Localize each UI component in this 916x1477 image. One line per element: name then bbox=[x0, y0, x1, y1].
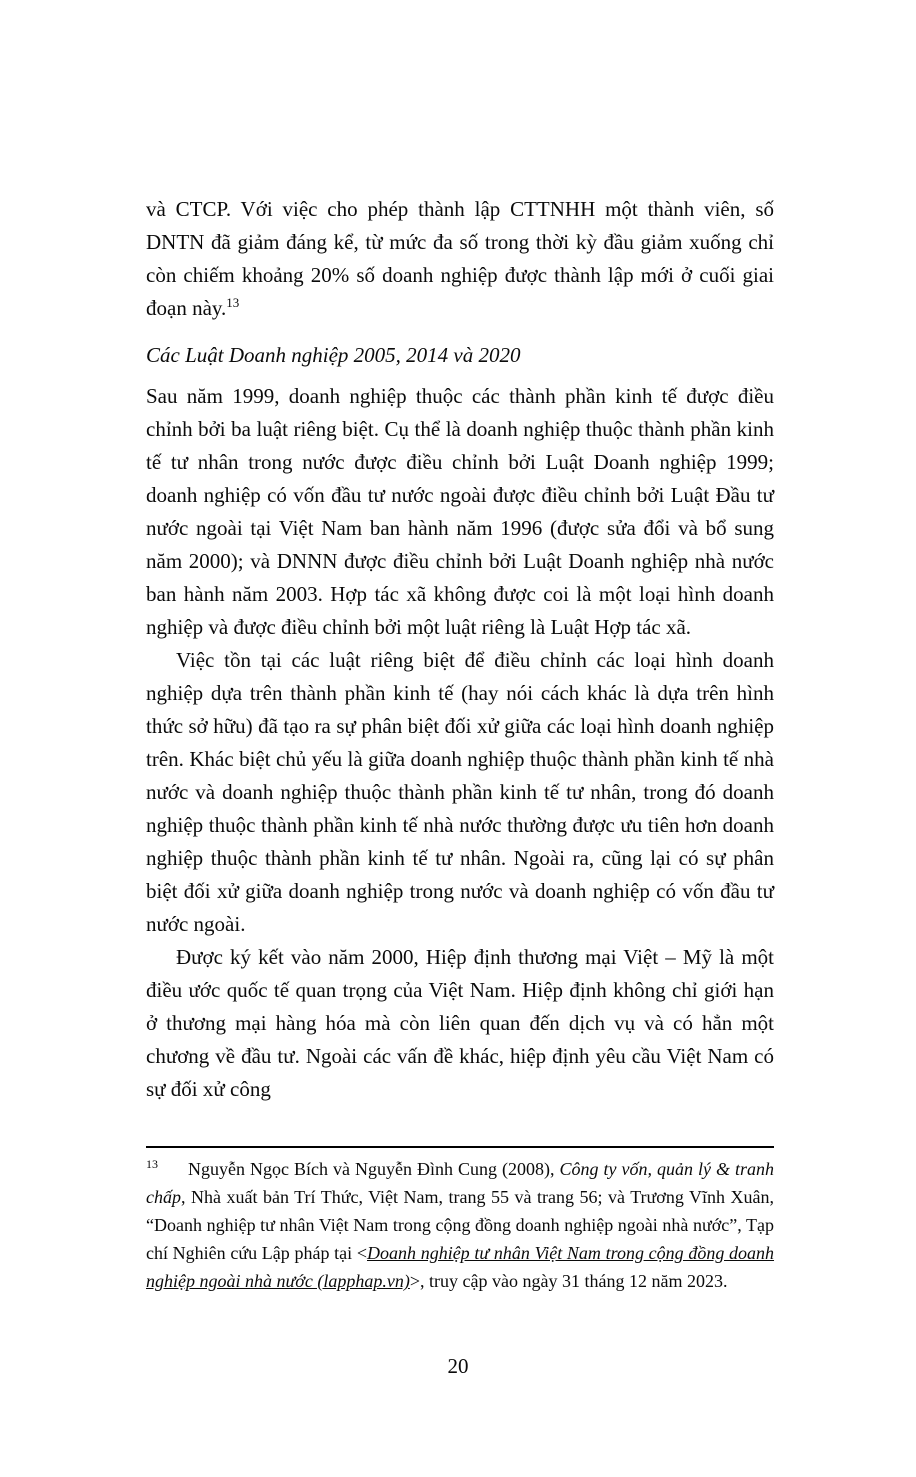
paragraph-continuation bbox=[146, 193, 774, 325]
page-number: 20 bbox=[447, 1354, 469, 1378]
section-heading: Các Luật Doanh nghiệp 2005, 2014 và 2020 bbox=[146, 343, 521, 367]
footnote-book-title: Công ty vốn, quản lý & tranh chấp bbox=[146, 1159, 774, 1207]
paragraph-discrimination: Việc tồn tại các luật riêng biệt để điều chỉnh các loại hình doanh nghiệp dựa trên thành phần kinh tế (hay nói cách khác là dựa trên hình thức sở hữu) đã tạo ra sự phân biệt đối xử giữa các loại hình doanh nghiệp trên. Khác biệt chủ yếu là giữa doanh nghiệp thuộc thành phần kinh tế nhà nước và doanh nghiệp thuộc thành phần kinh tế tư nhân, trong đó doanh nghiệp thuộc thành phần kinh tế nhà nước thường được ưu tiên hơn doanh nghiệp thuộc thành phần kinh tế tư nhân. Ngoài ra, cũng lại có sự phân biệt đối xử giữa doanh nghiệp trong nước và doanh nghiệp có vốn đầu tư nước ngoài. bbox=[146, 648, 774, 936]
paragraph-laws-overview: Sau năm 1999, doanh nghiệp thuộc các thành phần kinh tế được điều chỉnh bởi ba luật riêng biệt. Cụ thể là doanh nghiệp thuộc thành phần kinh tế tư nhân trong nước được điều chỉnh bởi Luật Doanh nghiệp 1999; doanh nghiệp có vốn đầu tư nước ngoài được điều chỉnh bởi Luật Đầu tư nước ngoài tại Việt Nam ban hành năm 1996 (được sửa đổi và bổ sung năm 2000); và DNNN được điều chỉnh bởi Luật Doanh nghiệp nhà nước ban hành năm 2003. Hợp tác xã không được coi là một loại hình doanh nghiệp và được điều chỉnh bởi một luật riêng là Luật Hợp tác xã. bbox=[146, 384, 774, 639]
footnote-citation-start: Nguyễn Ngọc Bích và Nguyễn Đình Cung (2008), bbox=[188, 1159, 560, 1179]
footnote-citation-end: >, truy cập vào ngày 31 tháng 12 năm 2023. bbox=[409, 1271, 728, 1291]
footnote-area bbox=[146, 1146, 774, 1295]
footnote-hyperlink[interactable]: Doanh nghiệp tư nhân Việt Nam trong cộng đồng doanh nghiệp ngoài nhà nước (lapphap.vn) bbox=[146, 1243, 775, 1291]
paragraph-trade-agreement: Được ký kết vào năm 2000, Hiệp định thương mại Việt – Mỹ là một điều ước quốc tế quan trọng của Việt Nam. Hiệp định không chỉ giới hạn ở thương mại hàng hóa mà còn liên quan đến dịch vụ và có hẳn một chương về đầu tư. Ngoài các vấn đề khác, hiệp định yêu cầu Việt Nam có sự đối xử công bbox=[146, 945, 774, 1101]
footnote-separator-rule bbox=[146, 1146, 774, 1148]
footnote-13 bbox=[146, 1155, 774, 1295]
page-content bbox=[146, 193, 774, 1106]
footnote-marker: 13 bbox=[146, 1157, 158, 1171]
footnote-reference-13: 13 bbox=[226, 295, 240, 310]
paragraph-text: và CTCP. Với việc cho phép thành lập CTTNHH một thành viên, số DNTN đã giảm đáng kể, từ mức đa số trong thời kỳ đầu giảm xuống chỉ còn chiếm khoảng 20% số doanh nghiệp được thành lập mới ở cuối giai đoạn này. bbox=[146, 197, 774, 320]
footnote-citation-middle: , Nhà xuất bản Trí Thức, Việt Nam, trang 55 và trang 56; và Trương Vĩnh Xuân, “Doanh nghiệp tư nhân Việt Nam trong cộng đồng doanh nghiệp ngoài nhà nước”, Tạp chí Nghiên cứu Lập pháp tại < bbox=[146, 1187, 774, 1263]
